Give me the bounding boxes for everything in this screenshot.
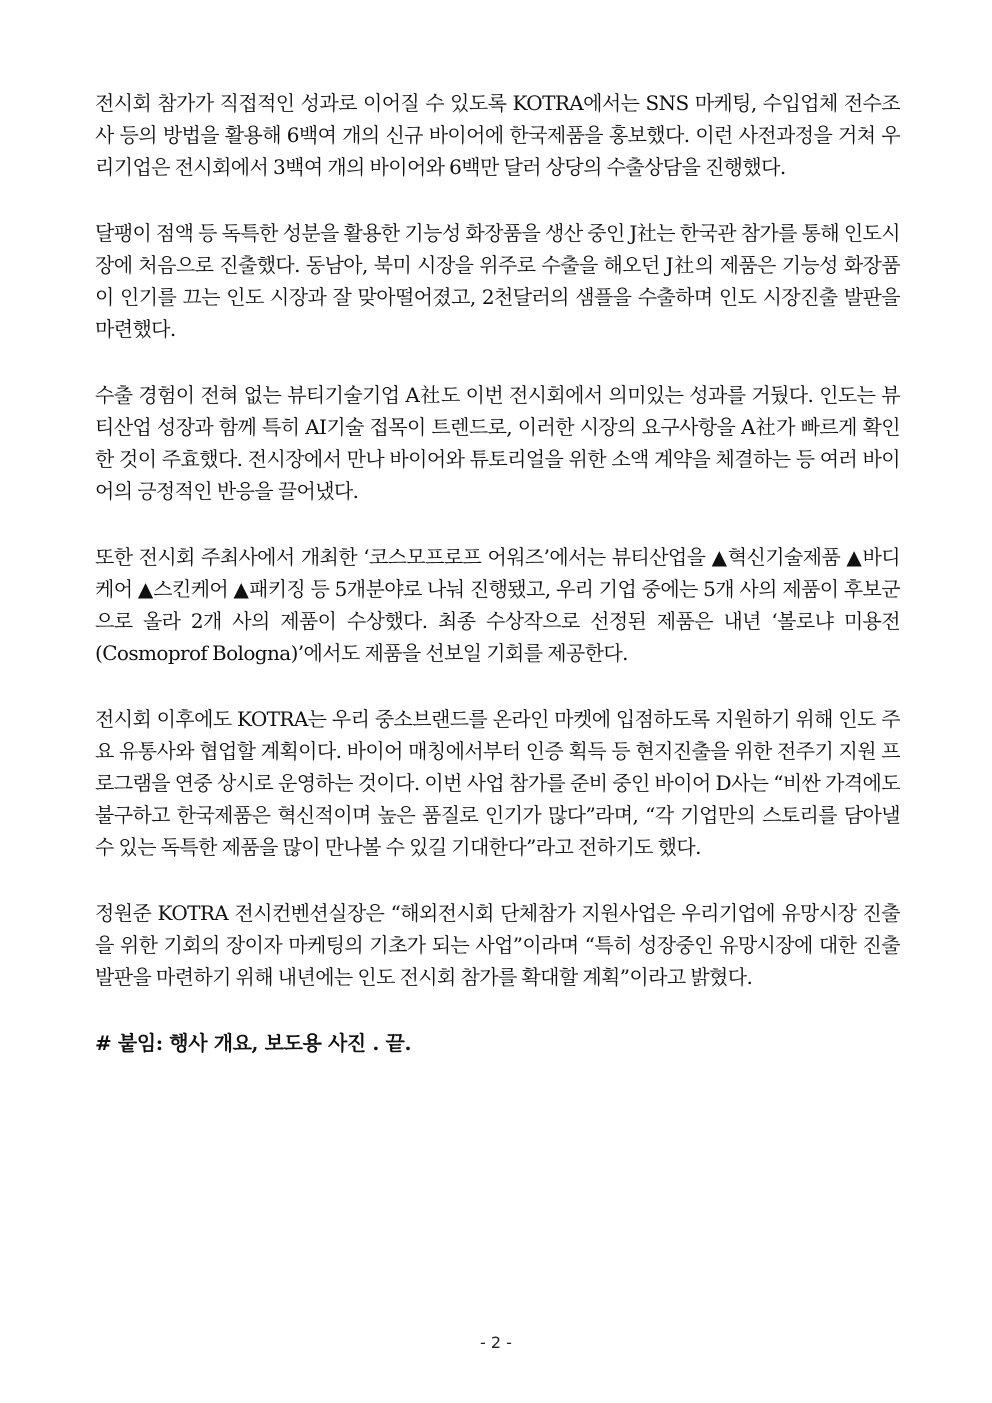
document-body bbox=[95, 87, 900, 1059]
paragraph-j-company: 달팽이 점액 등 독특한 성분을 활용한 기능성 화장품을 생산 중인 J社는 한국관 참가를 통해 인도시장에 처음으로 진출했다. 동남아, 북미 시장을 위주로 수출을 해오던 J社의 제품은 기능성 화장품이 인기를 끄는 인도 시장과 잘 맞아떨어졌고, 2천달러의 샘플을 수출하며 인도 시장진출 발판을 마련했다. bbox=[95, 221, 900, 341]
page-number: - 2 - bbox=[480, 1333, 512, 1352]
attachment-note: # 붙임: 행사 개요, 보도용 사진 . 끝. bbox=[95, 1031, 412, 1055]
paragraph-cosmoprof-awards: 또한 전시회 주최사에서 개최한 ‘코스모프로프 어워즈’에서는 뷰티산업을 ▲혁신기술제품 ▲바디케어 ▲스킨케어 ▲패키징 등 5개분야로 나눠 진행됐고, 우리 기업 중에는 5개 사의 제품이 후보군으로 올라 2개 사의 제품이 수상했다. 최종 수상작으로 선정된 제품은 내년 ‘볼로냐 미용전(Cosmoprof Bologna)’에서도 제품을 선보일 기회를 제공한다. bbox=[95, 545, 900, 665]
paragraph-kotra-promotion: 전시회 참가가 직접적인 성과로 이어질 수 있도록 KOTRA에서는 SNS 마케팅, 수입업체 전수조사 등의 방법을 활용해 6백여 개의 신규 바이어에 한국제품을 홍보했다. 이런 사전과정을 거쳐 우리기업은 전시회에서 3백여 개의 바이어와 6백만 달러 상당의 수출상담을 진행했다. bbox=[95, 91, 900, 179]
paragraph-director-quote: 정원준 KOTRA 전시컨벤션실장은 “해외전시회 단체참가 지원사업은 우리기업에 유망시장 진출을 위한 기회의 장이자 마케팅의 기초가 되는 사업”이라며 “특히 성장중인 유망시장에 대한 진출 발판을 마련하기 위해 내년에는 인도 전시회 참가를 확대할 계획”이라고 밝혔다. bbox=[95, 901, 900, 989]
paragraph-a-company: 수출 경험이 전혀 없는 뷰티기술기업 A社도 이번 전시회에서 의미있는 성과를 거뒀다. 인도는 뷰티산업 성장과 함께 특히 AI기술 접목이 트렌드로, 이러한 시장의 요구사항을 A社가 빠르게 확인한 것이 주효했다. 전시장에서 만나 바이어와 튜토리얼을 위한 소액 계약을 체결하는 등 여러 바이어의 긍정적인 반응을 끌어냈다. bbox=[95, 383, 900, 503]
paragraph-after-exhibition: 전시회 이후에도 KOTRA는 우리 중소브랜드를 온라인 마켓에 입점하도록 지원하기 위해 인도 주요 유통사와 협업할 계획이다. 바이어 매칭에서부터 인증 획득 등 현지진출을 위한 전주기 지원 프로그램을 연중 상시로 운영하는 것이다. 이번 사업 참가를 준비 중인 바이어 D사는 “비싼 가격에도 불구하고 한국제품은 혁신적이며 높은 품질로 인기가 많다”라며, “각 기업만의 스토리를 담아낼 수 있는 독특한 제품을 많이 만나볼 수 있길 기대한다”라고 전하기도 했다. bbox=[95, 707, 900, 859]
